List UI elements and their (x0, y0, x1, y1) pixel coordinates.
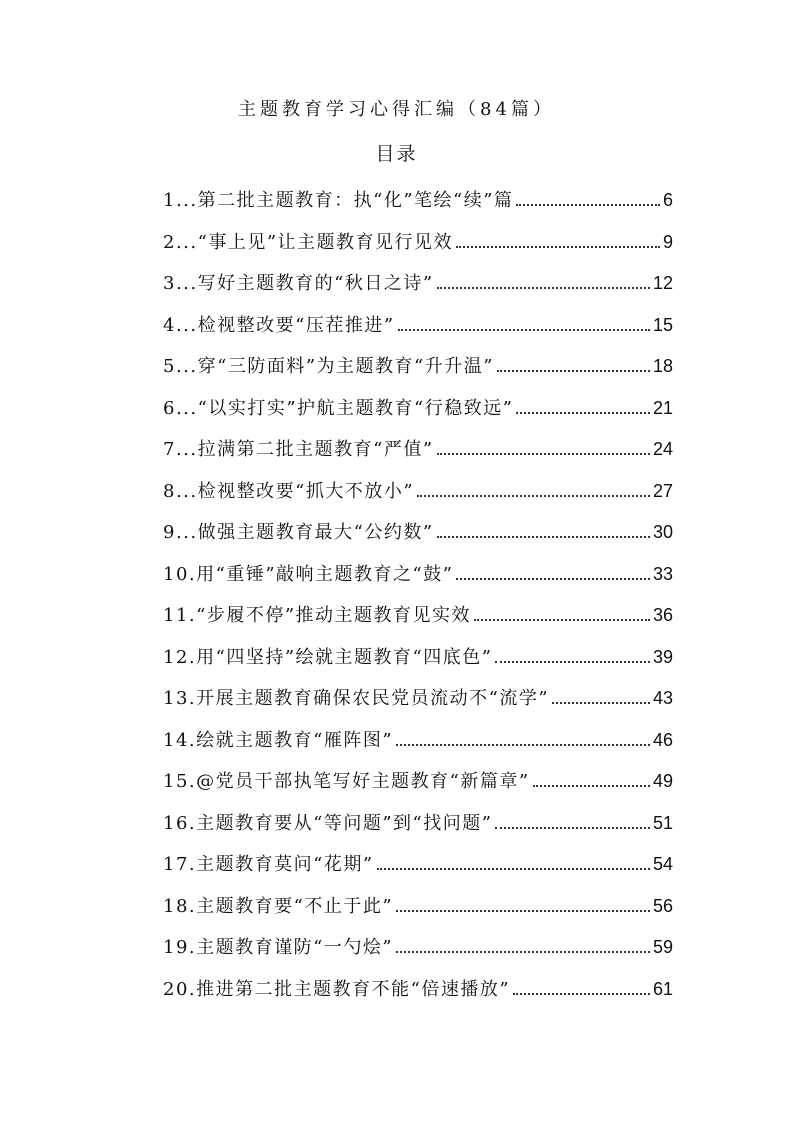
toc-entry-page-number: 59 (652, 937, 673, 957)
toc-entry[interactable] (163, 892, 673, 934)
toc-entry-page-number: 18 (652, 356, 673, 376)
toc-dot-leader (456, 246, 660, 248)
toc-entry-page-number: 6 (662, 190, 673, 210)
toc-entry-page-number: 27 (652, 480, 673, 501)
toc-entry-page-number: 61 (652, 978, 673, 999)
toc-dot-leader (377, 868, 650, 870)
toc-entry[interactable] (163, 643, 673, 685)
toc-dot-leader (456, 578, 650, 580)
toc-entry[interactable] (163, 809, 673, 851)
toc-dot-leader (437, 287, 650, 289)
toc-list (163, 186, 673, 1016)
toc-entry[interactable] (163, 269, 673, 311)
toc-entry-title: 14.绘就主题教育“雁阵图” (163, 729, 394, 751)
toc-entry-title: 2...“事上见”让主题教育见行见效 (163, 231, 454, 253)
toc-entry-title: 19.主题教育谨防“一勺烩” (163, 937, 394, 958)
toc-dot-leader (396, 910, 650, 912)
toc-entry-title: 12.用“四坚持”绘就主题教育“四底色” (163, 646, 493, 668)
toc-entry-title: 13.开展主题教育确保农民党员流动不“流学” (163, 688, 550, 709)
toc-entry-page-number: 43 (652, 688, 673, 708)
toc-dot-leader (398, 329, 650, 331)
toc-dot-leader (497, 370, 650, 372)
toc-entry-title: 9...做强主题教育最大“公约数” (163, 522, 434, 543)
toc-dot-leader (437, 536, 650, 538)
toc-entry[interactable] (163, 311, 673, 353)
toc-entry-page-number: 15 (652, 314, 673, 335)
toc-entry-title: 3...写好主题教育的“秋日之诗” (163, 273, 434, 294)
toc-heading: 目录 (375, 143, 418, 165)
toc-entry[interactable] (163, 394, 673, 436)
document-title: 主题教育学习心得汇编（84篇） (238, 99, 555, 120)
toc-entry[interactable] (163, 850, 673, 892)
toc-entry-title: 15.@党员干部执笔写好主题教育“新篇章” (163, 771, 530, 792)
toc-entry-title: 10.用“重锤”敲响主题教育之“鼓” (163, 563, 454, 585)
toc-entry[interactable] (163, 228, 673, 270)
toc-dot-leader (513, 993, 650, 995)
toc-dot-leader (396, 951, 650, 953)
toc-entry-page-number: 36 (652, 605, 673, 625)
toc-dot-leader (552, 702, 650, 704)
toc-entry[interactable] (163, 601, 673, 643)
toc-entry-page-number: 30 (652, 522, 673, 542)
toc-entry[interactable] (163, 933, 673, 975)
toc-entry[interactable] (163, 726, 673, 768)
toc-entry-title: 1...第二批主题教育：执“化”笔绘“续”篇 (163, 190, 514, 211)
toc-entry[interactable] (163, 975, 673, 1017)
toc-entry-page-number: 12 (652, 273, 673, 293)
toc-entry-title: 8...检视整改要“抓大不放小” (163, 480, 415, 502)
toc-entry-page-number: 24 (652, 439, 673, 459)
toc-entry[interactable] (163, 435, 673, 477)
toc-entry[interactable] (163, 767, 673, 809)
toc-entry-page-number: 54 (652, 854, 673, 874)
toc-entry[interactable] (163, 518, 673, 560)
toc-entry-title: 7...拉满第二批主题教育“严值” (163, 439, 434, 460)
toc-entry-page-number: 46 (652, 729, 673, 750)
toc-entry[interactable] (163, 352, 673, 394)
toc-entry[interactable] (163, 684, 673, 726)
toc-entry[interactable] (163, 560, 673, 602)
toc-entry[interactable] (163, 477, 673, 519)
toc-entry-page-number: 56 (652, 895, 673, 916)
toc-dot-leader (516, 204, 660, 206)
toc-entry-page-number: 49 (652, 771, 673, 791)
toc-entry-title: 20.推进第二批主题教育不能“倍速播放” (163, 978, 511, 1000)
toc-entry-title: 11.“步履不停”推动主题教育见实效 (163, 605, 472, 626)
toc-dot-leader (533, 785, 650, 787)
toc-entry-title: 16.主题教育要从“等问题”到“找问题” (163, 812, 493, 834)
toc-entry-page-number: 33 (652, 563, 673, 584)
toc-entry-title: 5...穿“三防面料”为主题教育“升升温” (163, 356, 494, 377)
toc-dot-leader (437, 453, 650, 455)
toc-entry[interactable] (163, 186, 673, 228)
toc-entry-title: 18.主题教育要“不止于此” (163, 895, 394, 917)
toc-entry-page-number: 51 (652, 812, 673, 833)
toc-entry-title: 4...检视整改要“压茬推进” (163, 314, 395, 336)
toc-dot-leader (516, 412, 650, 414)
toc-dot-leader (495, 661, 650, 663)
toc-entry-page-number: 9 (662, 231, 673, 252)
toc-entry-page-number: 39 (652, 646, 673, 667)
toc-dot-leader (417, 495, 650, 497)
toc-entry-title: 6...“以实打实”护航主题教育“行稳致远” (163, 397, 514, 419)
toc-entry-page-number: 21 (652, 397, 673, 418)
toc-entry-title: 17.主题教育莫问“花期” (163, 854, 374, 875)
toc-dot-leader (396, 744, 650, 746)
toc-dot-leader (474, 619, 650, 621)
toc-dot-leader (495, 827, 650, 829)
